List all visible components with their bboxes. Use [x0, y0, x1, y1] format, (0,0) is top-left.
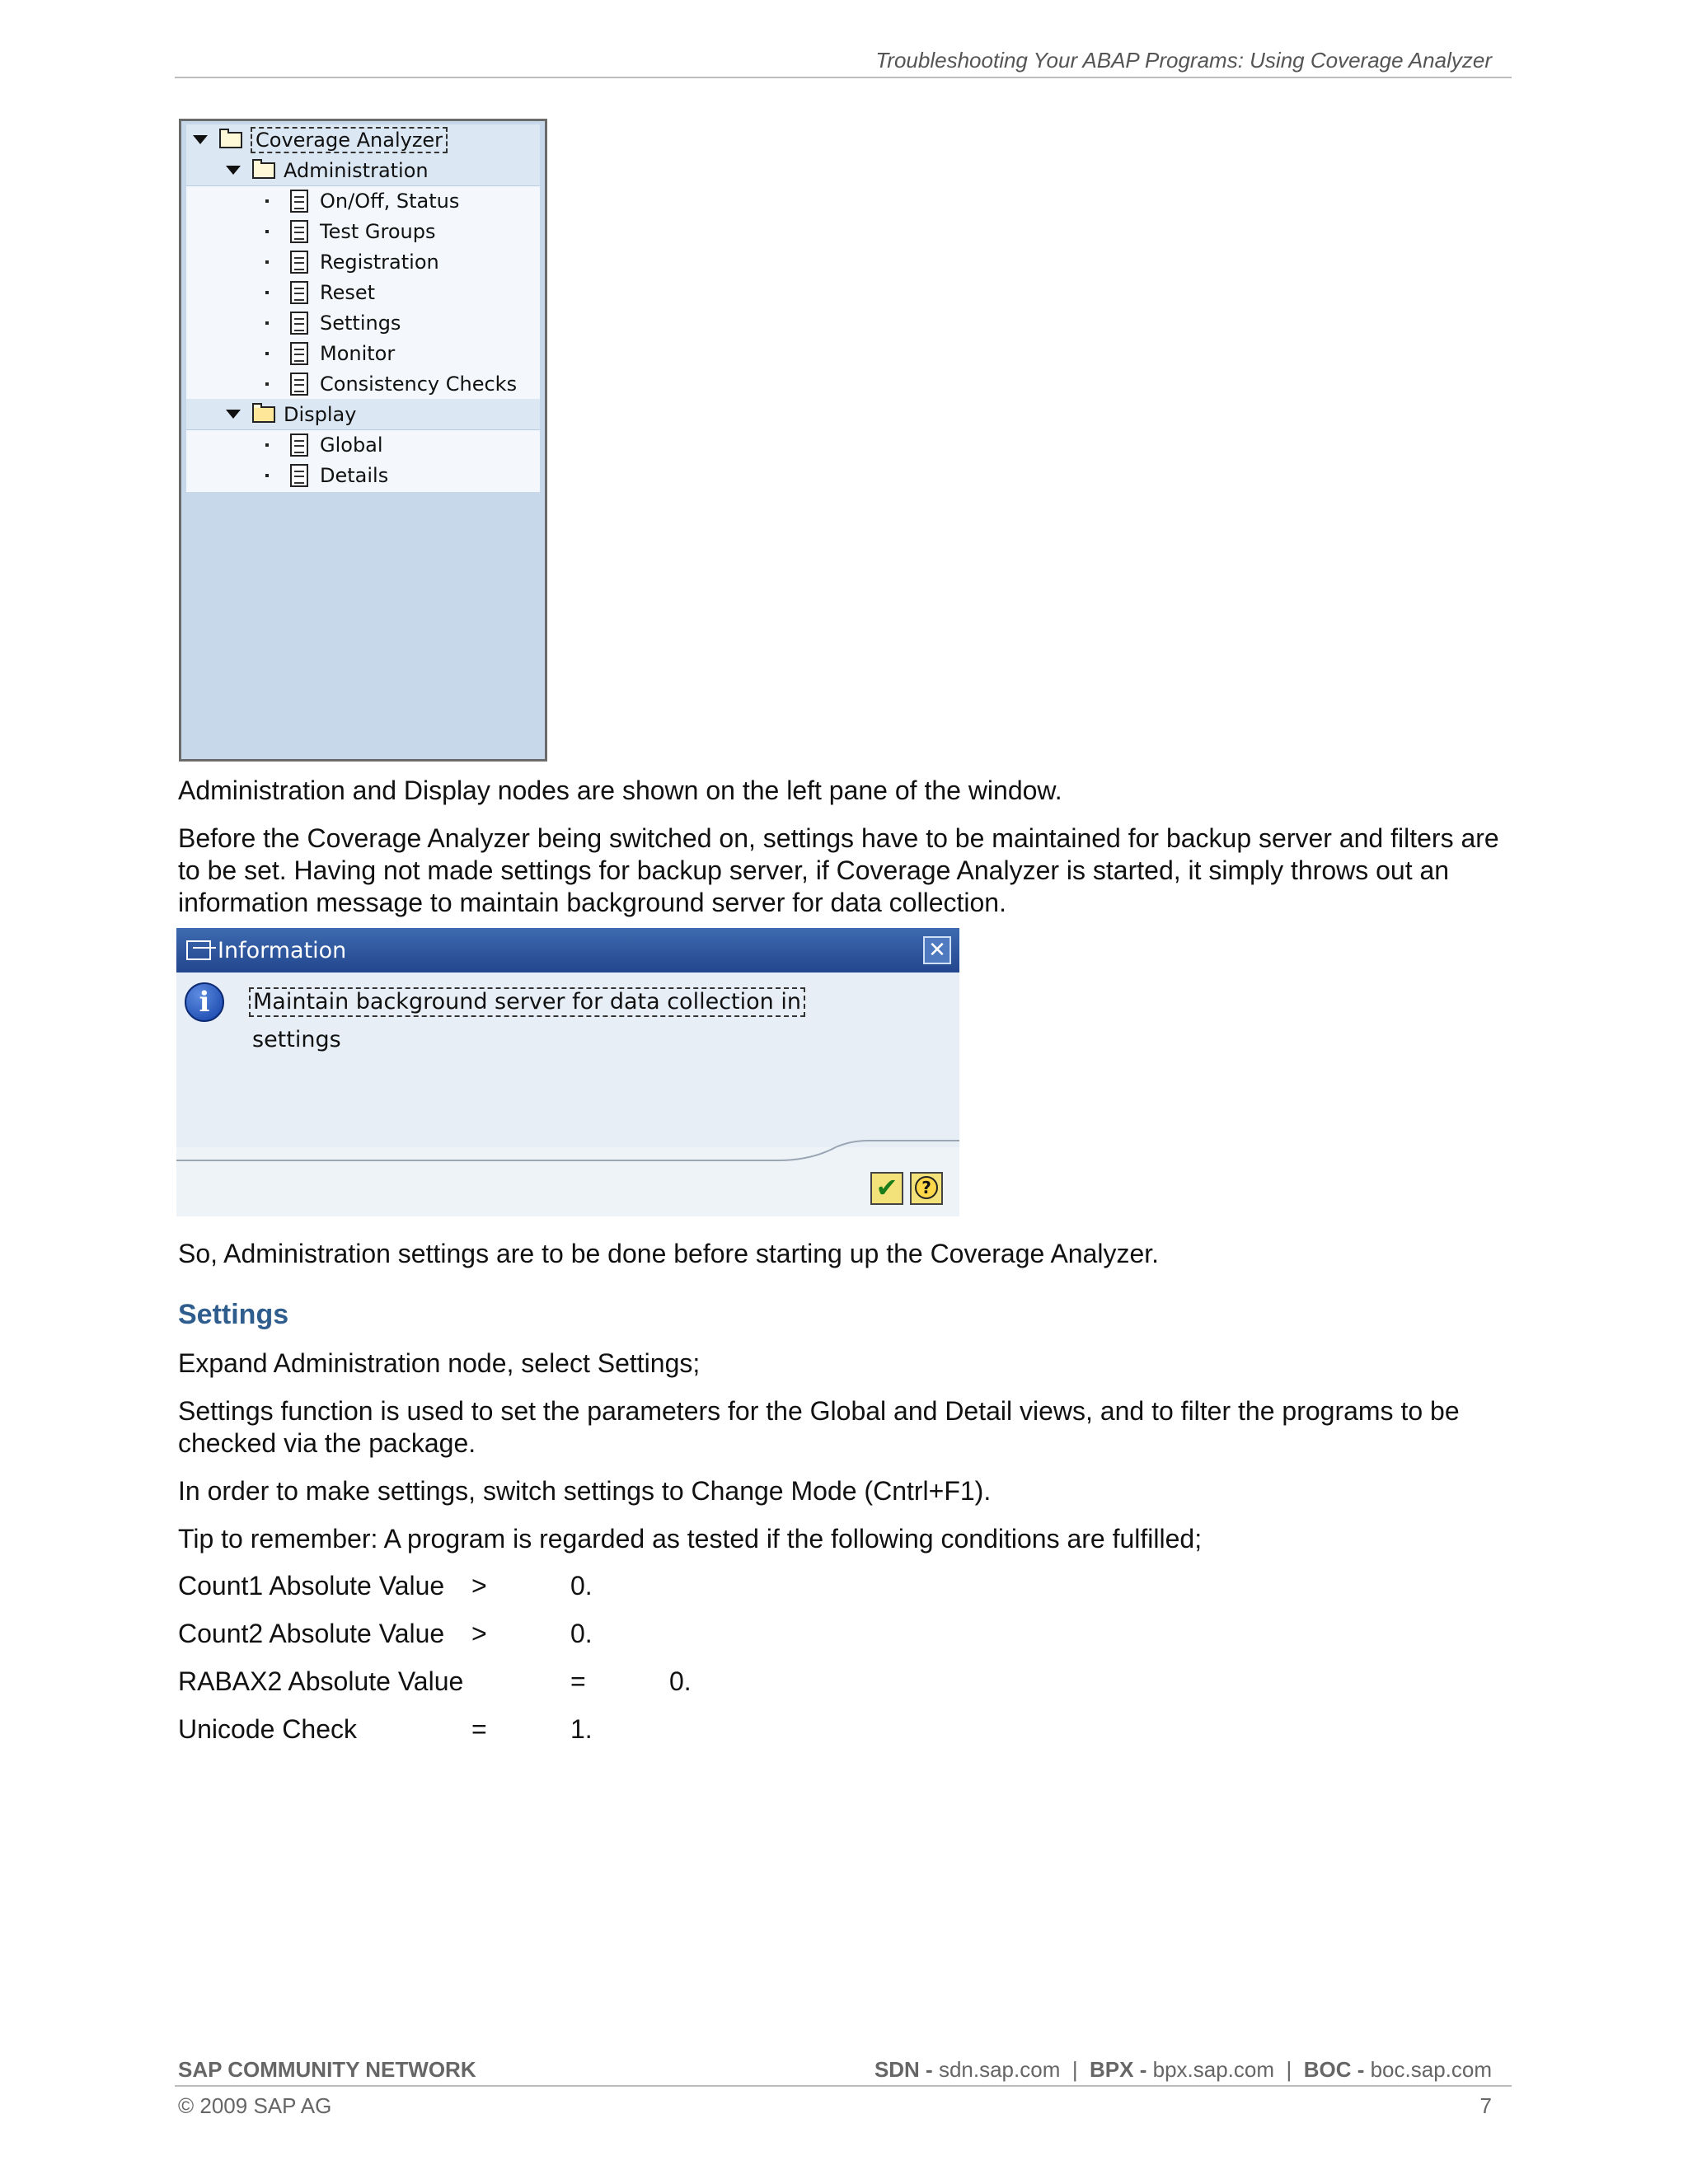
condition-operator: =	[570, 1666, 586, 1696]
help-button[interactable]	[910, 1172, 943, 1205]
folder-icon	[219, 132, 242, 148]
document-icon	[290, 251, 308, 274]
tree-item-label: Consistency Checks	[320, 372, 518, 396]
bullet-icon	[265, 352, 269, 355]
condition-value: 0.	[669, 1666, 692, 1696]
bullet-icon	[265, 230, 269, 233]
dialog-title-bar	[176, 928, 959, 972]
condition-label: Count1 Absolute Value	[178, 1571, 445, 1601]
condition-operator: >	[471, 1619, 487, 1648]
expand-triangle-icon[interactable]	[193, 135, 208, 144]
condition-label: Unicode Check	[178, 1714, 357, 1744]
dialog-title: Information	[218, 937, 347, 963]
information-dialog	[176, 928, 959, 1216]
tree-item-label: Test Groups	[320, 219, 436, 243]
close-button[interactable]: ✕	[923, 936, 951, 964]
condition-value: 0.	[570, 1619, 593, 1648]
footer-curve-divider	[176, 1139, 959, 1164]
condition-operator: =	[471, 1714, 487, 1744]
paragraph-settings-function: Settings function is used to set the parameters for the Global and Detail views, and to filter the programs to be checked via the package.	[178, 1396, 1460, 1458]
footer-boc-label: BOC -	[1303, 2057, 1365, 2082]
footer-separator: |	[1071, 2057, 1078, 2082]
paragraph-change-mode: In order to make settings, switch settings to Change Mode (Cntrl+F1).	[178, 1476, 992, 1506]
footer-sdn-link[interactable]: sdn.sap.com	[938, 2057, 1061, 2082]
expand-triangle-icon[interactable]	[226, 166, 241, 175]
document-icon	[290, 312, 308, 335]
dialog-message: Maintain background server for data collection in	[249, 987, 805, 1017]
tree-item-registration[interactable]	[186, 246, 540, 277]
tree-node-coverage-analyzer[interactable]	[186, 124, 540, 156]
document-icon	[290, 434, 308, 457]
footer-separator: |	[1286, 2057, 1292, 2082]
bullet-icon	[265, 382, 269, 386]
tree-item-on-off-status[interactable]	[186, 185, 540, 216]
coverage-analyzer-tree	[179, 119, 547, 762]
tree-item-test-groups[interactable]	[186, 216, 540, 246]
page-number: 7	[1479, 2093, 1492, 2118]
confirm-button[interactable]: ✔	[870, 1172, 903, 1205]
tree-content	[186, 124, 540, 492]
tree-item-consistency-checks[interactable]	[186, 368, 540, 399]
footer-boc-link[interactable]: boc.sap.com	[1370, 2057, 1492, 2082]
paragraph-nodes-description: Administration and Display nodes are shown on the left pane of the window.	[178, 776, 1062, 805]
tree-node-label: Coverage Analyzer	[251, 127, 448, 153]
tree-item-label: On/Off, Status	[320, 189, 460, 213]
footer-bpx-label: BPX -	[1090, 2057, 1147, 2082]
tree-node-display[interactable]	[186, 399, 540, 430]
footer-network: SAP COMMUNITY NETWORK	[178, 2057, 476, 2082]
footer-bpx-link[interactable]: bpx.sap.com	[1152, 2057, 1275, 2082]
tree-item-label: Monitor	[320, 341, 396, 365]
document-icon	[290, 373, 308, 396]
tree-item-settings[interactable]	[186, 307, 540, 338]
bullet-icon	[265, 321, 269, 325]
tree-item-reset[interactable]	[186, 277, 540, 307]
tree-item-label: Settings	[320, 311, 401, 335]
tree-item-details[interactable]	[186, 460, 540, 490]
bullet-icon	[265, 474, 269, 477]
tree-item-label: Reset	[320, 280, 376, 304]
tree-item-global[interactable]	[186, 429, 540, 460]
footer-divider	[175, 2085, 1512, 2087]
footer-copyright: © 2009 SAP AG	[178, 2093, 332, 2118]
tree-item-monitor[interactable]	[186, 338, 540, 368]
running-header: Troubleshooting Your ABAP Programs: Using Coverage Analyzer	[875, 48, 1492, 73]
expand-triangle-icon[interactable]	[226, 410, 241, 419]
bullet-icon	[265, 443, 269, 447]
tree-node-administration[interactable]	[186, 155, 540, 186]
condition-label: RABAX2 Absolute Value	[178, 1666, 464, 1696]
document-icon	[290, 281, 308, 304]
tree-node-label: Administration	[284, 158, 429, 182]
section-heading-settings: Settings	[178, 1299, 289, 1330]
bullet-icon	[265, 291, 269, 294]
help-icon: ?	[915, 1176, 938, 1199]
document-icon	[290, 190, 308, 213]
dialog-message-continued: settings	[252, 1027, 341, 1052]
paragraph-backup-server: Before the Coverage Analyzer being switched on, settings have to be maintained for backup server and filters are to be set. Having not made settings for backup server, if Coverage Analyzer is started, it simply throws out an information message to maintain background server for data collection.	[178, 823, 1499, 917]
tree-item-label: Details	[320, 463, 389, 487]
condition-value: 1.	[570, 1714, 593, 1744]
window-icon	[186, 940, 211, 960]
open-folder-icon	[252, 406, 275, 423]
document-icon	[290, 464, 308, 487]
tree-item-label: Registration	[320, 250, 439, 274]
paragraph-tip: Tip to remember: A program is regarded as tested if the following conditions are fulfilled;	[178, 1524, 1203, 1554]
document-icon	[290, 220, 308, 243]
footer-links	[874, 2057, 1492, 2083]
header-divider	[175, 77, 1512, 78]
footer-sdn-label: SDN -	[874, 2057, 933, 2082]
paragraph-expand-node: Expand Administration node, select Settings;	[178, 1348, 701, 1378]
bullet-icon	[265, 199, 269, 203]
paragraph-administration-settings: So, Administration settings are to be done before starting up the Coverage Analyzer.	[178, 1239, 1160, 1268]
document-icon	[290, 342, 308, 365]
tree-item-label: Global	[320, 433, 383, 457]
info-icon: i	[185, 982, 224, 1022]
folder-icon	[252, 162, 275, 179]
tree-node-label: Display	[284, 402, 357, 426]
condition-value: 0.	[570, 1571, 593, 1601]
bullet-icon	[265, 260, 269, 264]
condition-operator: >	[471, 1571, 487, 1601]
condition-label: Count2 Absolute Value	[178, 1619, 445, 1648]
